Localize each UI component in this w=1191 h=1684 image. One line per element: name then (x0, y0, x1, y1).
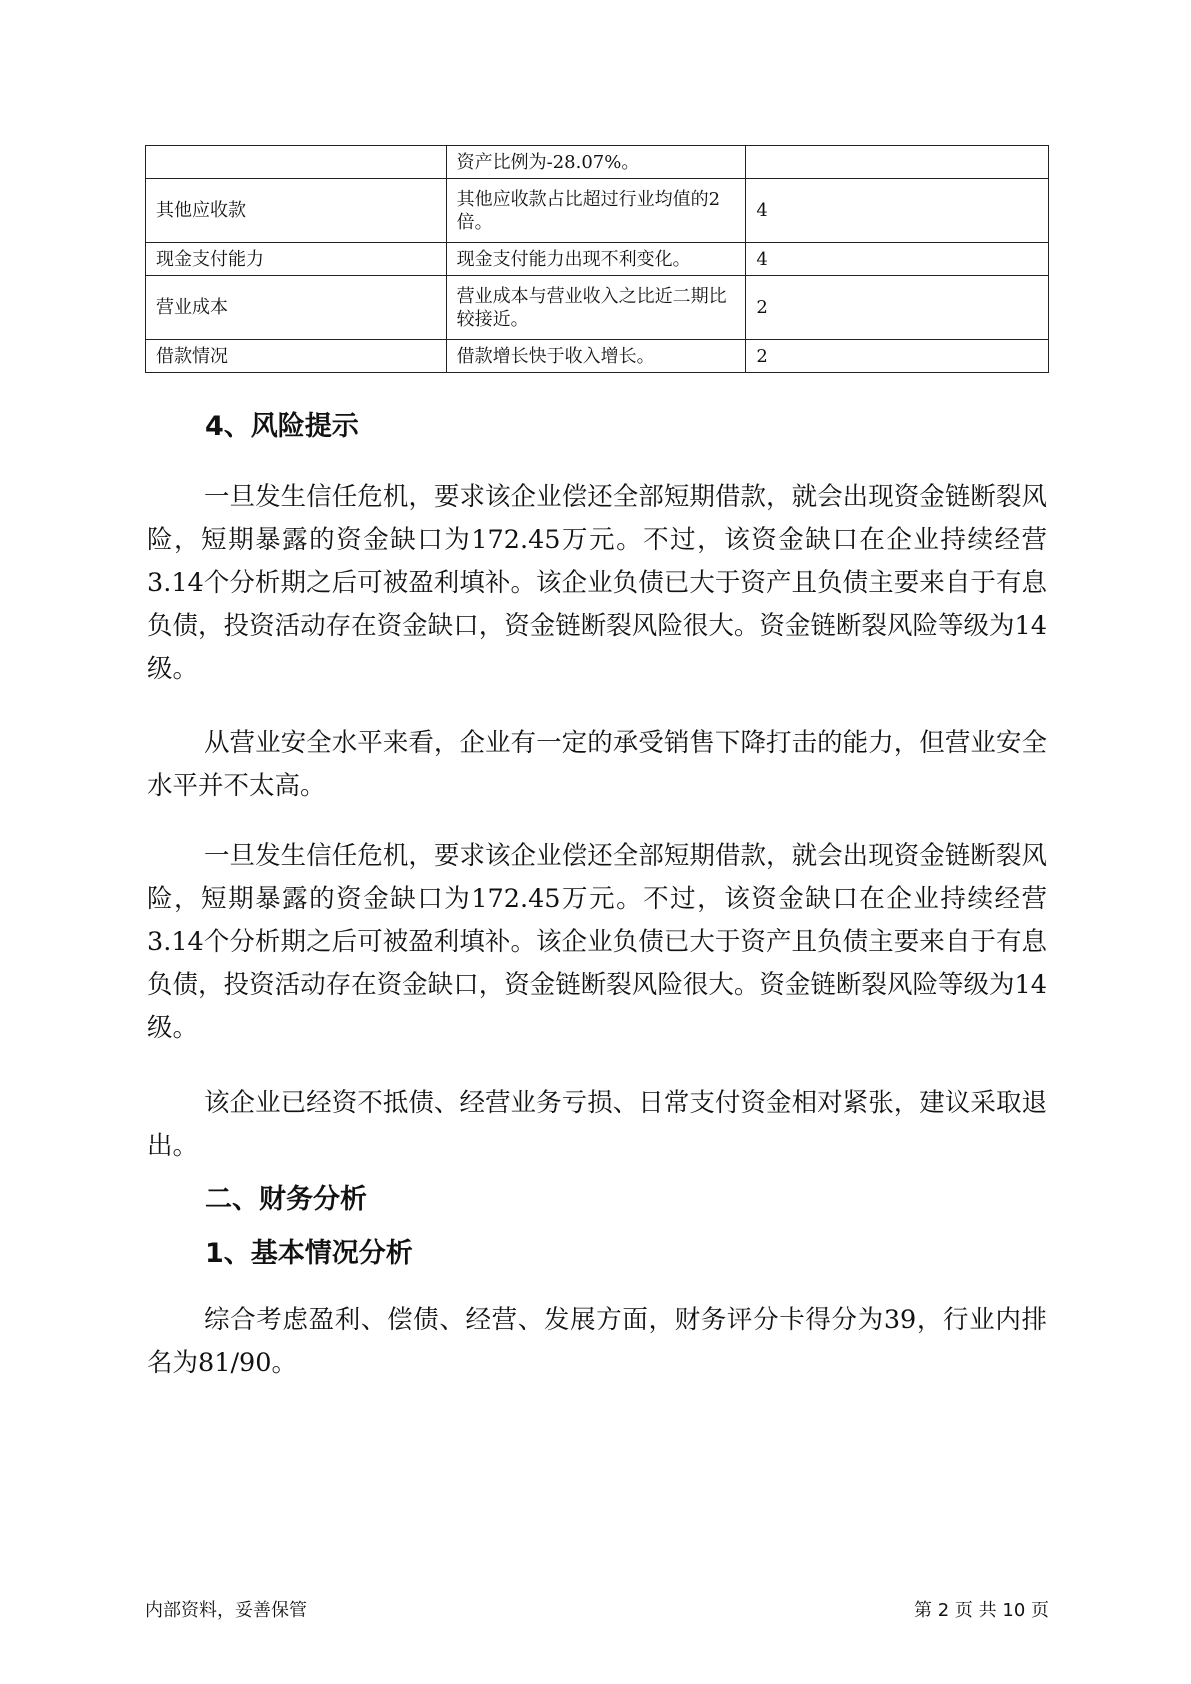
risk-paragraph: 从营业安全水平来看，企业有一定的承受销售下降打击的能力，但营业安全水平并不太高。 (147, 728, 1047, 801)
table-cell-score: 4 (746, 243, 1049, 276)
finance-section-heading: 二、财务分析 (205, 1184, 367, 1215)
table-cell-score: 4 (746, 179, 1049, 243)
table-cell-description: 资产比例为-28.07%。 (446, 146, 746, 179)
risk-indicator-table (145, 145, 1049, 373)
table-row (146, 146, 1049, 179)
risk-paragraph: 该企业已经资不抵债、经营业务亏损、日常支付资金相对紧张，建议采取退出。 (147, 1088, 1047, 1161)
table-cell-description: 营业成本与营业收入之比近二期比较接近。 (446, 276, 746, 340)
table-row (146, 179, 1049, 243)
table-cell-description: 现金支付能力出现不利变化。 (446, 243, 746, 276)
risk-section-heading: 4、风险提示 (205, 411, 359, 442)
basic-analysis-heading: 1、基本情况分析 (205, 1238, 413, 1269)
risk-paragraph: 一旦发生信任危机，要求该企业偿还全部短期借款，就会出现资金链断裂风险，短期暴露的资金缺口为172.45万元。不过，该资金缺口在企业持续经营 3.14个分析期之后可被盈利填补。该企业负债已大于资产且负债主要来自于有息负债，投资活动存在资金缺口，资金链断裂风险很大。资金链断裂风险等级为14级。 (147, 841, 1047, 1043)
table-cell-description: 其他应收款占比超过行业均值的2倍。 (446, 179, 746, 243)
table-cell-score: 2 (746, 340, 1049, 373)
table-row (146, 243, 1049, 276)
table-cell-item: 借款情况 (146, 340, 447, 373)
risk-paragraph: 一旦发生信任危机，要求该企业偿还全部短期借款，就会出现资金链断裂风险，短期暴露的资金缺口为172.45万元。不过，该资金缺口在企业持续经营 3.14个分析期之后可被盈利填补。该企业负债已大于资产且负债主要来自于有息负债，投资活动存在资金缺口，资金链断裂风险很大。资金链断裂风险等级为14级。 (147, 482, 1047, 684)
table-cell-item (146, 146, 447, 179)
table-cell-description: 借款增长快于收入增长。 (446, 340, 746, 373)
table-cell-item: 营业成本 (146, 276, 447, 340)
footer-page-number: 第 2 页 共 10 页 (914, 1600, 1049, 1621)
table-cell-score: 2 (746, 276, 1049, 340)
footer-confidential-note: 内部资料，妥善保管 (145, 1600, 307, 1621)
table-cell-score (746, 146, 1049, 179)
table-cell-item: 其他应收款 (146, 179, 447, 243)
table-cell-item: 现金支付能力 (146, 243, 447, 276)
basic-analysis-paragraph: 综合考虑盈利、偿债、经营、发展方面，财务评分卡得分为39，行业内排名为81/90。 (147, 1305, 1047, 1378)
table-row (146, 276, 1049, 340)
table-row (146, 340, 1049, 373)
